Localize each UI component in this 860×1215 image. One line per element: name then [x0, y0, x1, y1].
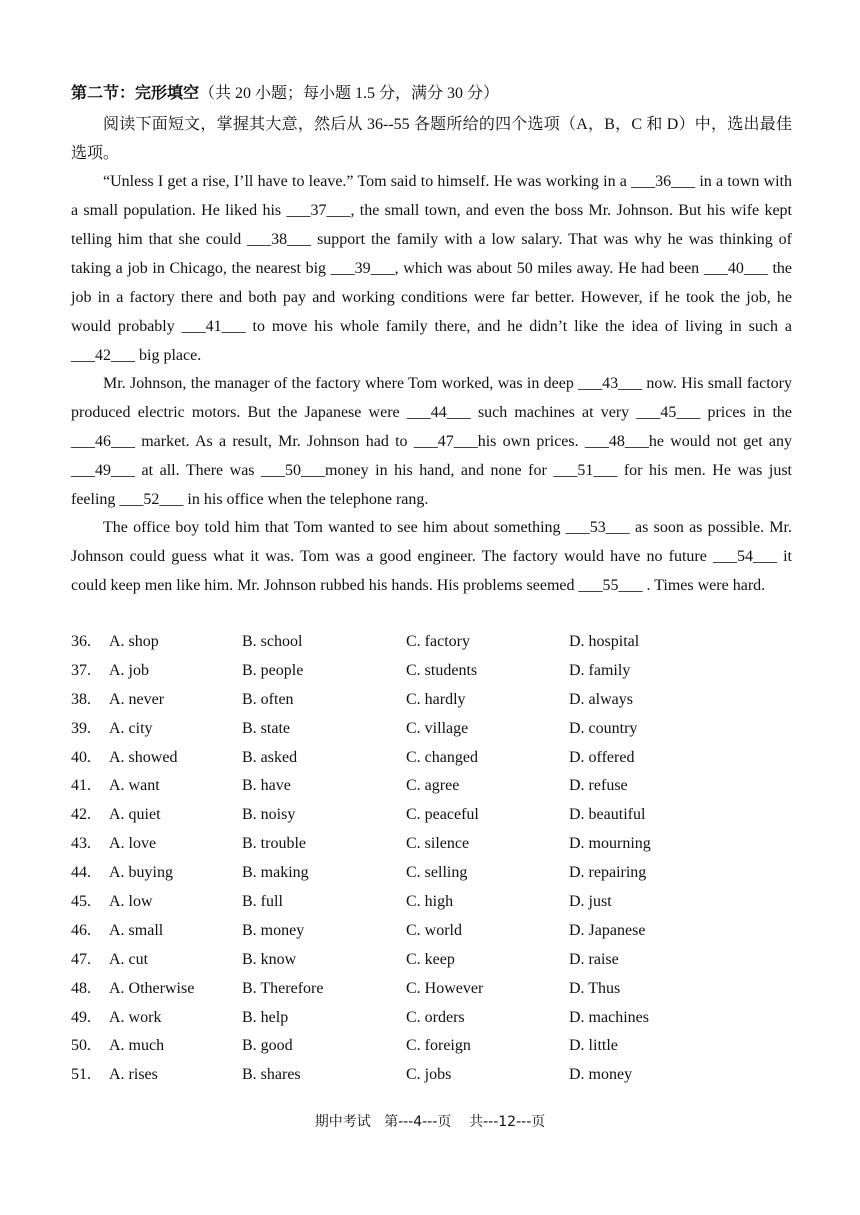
passage-paragraph-2: Mr. Johnson, the manager of the factory where Tom worked, was in deep ___43___ now. His small factory produced electric motors. But the Japanese were ___44___ such machines at very ___45___ prices in the ___46___ market. As a result, Mr. Johnson had to ___47___his own prices. ___48___he would not get any ___49___ at all. There was ___50___money in his hand, and none for ___51___ for his men. He was just feeling ___52___ in his office when the telephone rang. [71, 375, 792, 508]
option-d: D. beautiful [569, 806, 646, 824]
question-number: 43. [71, 835, 91, 853]
option-c: C. orders [406, 1008, 465, 1026]
option-d: D. Thus [569, 979, 621, 997]
question-row [71, 744, 792, 773]
option-d: D. money [569, 1066, 633, 1084]
option-d: D. just [569, 893, 612, 911]
option-c: C. foreign [406, 1037, 471, 1055]
question-number: 37. [71, 661, 91, 679]
option-c: C. hardly [406, 690, 466, 708]
instructions: 阅读下面短文，掌握其大意，然后从 36--55 各题所给的四个选项（A，B，C 和 D）中，选出最佳选项。 [71, 116, 792, 162]
option-a: A. small [109, 921, 164, 939]
option-d: D. always [569, 690, 633, 708]
option-c: C. jobs [406, 1066, 452, 1084]
option-b: B. people [242, 661, 304, 679]
option-b: B. making [242, 864, 309, 882]
question-row [71, 657, 792, 686]
option-a: A. rises [109, 1066, 158, 1084]
option-d: D. refuse [569, 777, 628, 795]
option-c: C. peaceful [406, 806, 479, 824]
passage-paragraph-3: The office boy told him that Tom wanted to see him about something ___53___ as soon as possible. Mr. Johnson could guess what it was. Tom was a good engineer. The factory would have no future ___54___ it could keep men like him. Mr. Johnson rubbed his hands. His problems seemed ___55___ . Times were hard. [71, 519, 792, 594]
question-row [71, 1004, 792, 1033]
option-a: A. want [109, 777, 160, 795]
option-c: C. high [406, 893, 454, 911]
question-row [71, 946, 792, 975]
question-row [71, 715, 792, 744]
option-c: C. world [406, 921, 462, 939]
section-title [71, 82, 791, 106]
option-b: B. full [242, 893, 283, 911]
option-c: C. However [406, 979, 484, 997]
option-d: D. raise [569, 950, 619, 968]
question-number: 44. [71, 864, 91, 882]
option-d: D. little [569, 1037, 618, 1055]
option-c: C. changed [406, 748, 478, 766]
question-number: 47. [71, 950, 91, 968]
question-number: 51. [71, 1066, 91, 1084]
option-b: B. often [242, 690, 294, 708]
option-a: A. city [109, 719, 153, 737]
question-row [71, 888, 792, 917]
option-a: A. much [109, 1037, 165, 1055]
question-row [71, 686, 792, 715]
option-a: A. Otherwise [109, 979, 195, 997]
question-number: 48. [71, 979, 91, 997]
option-c: C. factory [406, 633, 470, 650]
question-row [71, 859, 792, 888]
option-b: B. noisy [242, 806, 296, 824]
passage-paragraph-1: “Unless I get a rise, I’ll have to leave.” Tom said to himself. He was working in a ___36___ in a town with a small population. He liked his ___37___, the small town, and even the boss Mr. Johnson. But his wife kept telling him that she could ___38___ support the family with a low salary. That was why he was thinking of taking a job in Chicago, the nearest big ___39___, which was about 50 miles away. He had been ___40___ the job in a factory there and both pay and working conditions were far better. However, if he took the job, he would probably ___41___ to move his whole family there, and he didn’t like the idea of living in such a ___42___ big place. [71, 173, 792, 364]
option-d: D. country [569, 719, 638, 737]
option-b: B. trouble [242, 835, 306, 853]
option-b: B. money [242, 921, 305, 939]
page-footer: 期中考试 第---4---页 共---12---页 [314, 1114, 546, 1130]
option-c: C. keep [406, 950, 455, 968]
option-b: B. Therefore [242, 979, 324, 997]
question-number: 49. [71, 1008, 91, 1026]
question-number: 42. [71, 806, 91, 824]
option-b: B. asked [242, 748, 298, 766]
option-d: D. offered [569, 748, 635, 766]
option-b: B. good [242, 1037, 293, 1055]
option-d: D. hospital [569, 633, 640, 650]
question-number: 38. [71, 690, 91, 708]
question-row [71, 1061, 792, 1090]
option-b: B. school [242, 633, 303, 650]
question-number: 39. [71, 719, 91, 737]
question-row [71, 801, 792, 830]
option-a: A. job [109, 661, 149, 679]
option-c: C. village [406, 719, 469, 737]
option-c: C. students [406, 661, 478, 679]
option-d: D. Japanese [569, 921, 646, 939]
question-row [71, 772, 792, 801]
option-a: A. shop [109, 633, 159, 650]
question-number: 41. [71, 777, 91, 795]
option-a: A. cut [109, 950, 149, 968]
option-a: A. buying [109, 864, 173, 882]
option-a: A. never [109, 690, 165, 708]
section-title-scoring: （共 20 小题；每小题 1.5 分，满分 30 分） [199, 85, 500, 102]
option-c: C. selling [406, 864, 468, 882]
option-a: A. showed [109, 748, 178, 766]
option-b: B. help [242, 1008, 289, 1026]
option-b: B. shares [242, 1066, 301, 1084]
question-number: 50. [71, 1037, 91, 1055]
option-a: A. work [109, 1008, 162, 1026]
option-a: A. quiet [109, 806, 161, 824]
option-b: B. state [242, 719, 290, 737]
option-d: D. machines [569, 1008, 649, 1026]
question-number: 36. [71, 633, 91, 650]
question-number: 40. [71, 748, 91, 766]
section-title-bold: 第二节：完形填空 [71, 85, 200, 102]
option-c: C. silence [406, 835, 470, 853]
option-d: D. repairing [569, 864, 647, 882]
question-number: 46. [71, 921, 91, 939]
question-row [71, 917, 792, 946]
option-a: A. low [109, 893, 153, 911]
question-row [71, 1032, 792, 1061]
question-row [71, 975, 792, 1004]
option-d: D. family [569, 661, 631, 679]
option-d: D. mourning [569, 835, 651, 853]
question-row [71, 628, 792, 657]
question-options-list [71, 628, 792, 1090]
option-c: C. agree [406, 777, 460, 795]
question-number: 45. [71, 893, 91, 911]
option-b: B. know [242, 950, 297, 968]
option-a: A. love [109, 835, 157, 853]
option-b: B. have [242, 777, 291, 795]
question-row [71, 830, 792, 859]
